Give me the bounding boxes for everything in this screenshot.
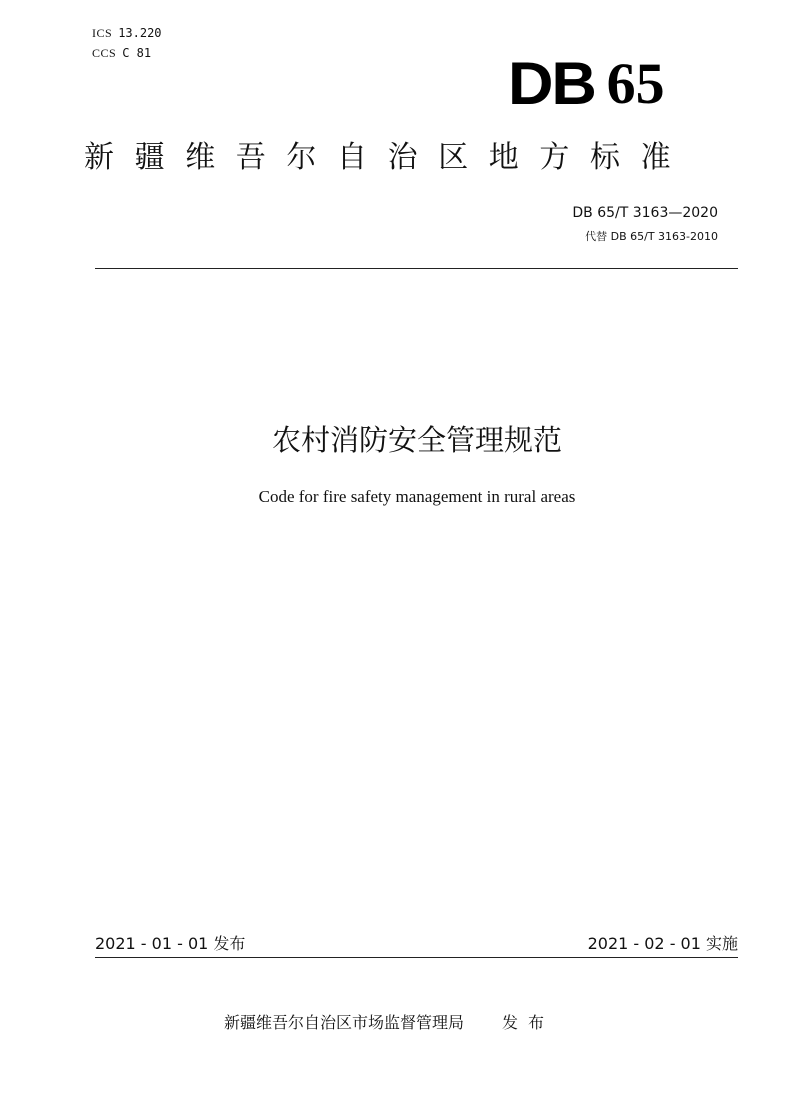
title-english: Code for fire safety management in rural areas bbox=[258, 487, 576, 506]
standard-type: 新疆维吾尔自治区地方标准 bbox=[84, 140, 692, 175]
footer-divider bbox=[95, 957, 738, 958]
title-chinese: 农村消防安全管理规范 bbox=[271, 423, 562, 457]
ics-label: ICS bbox=[92, 26, 113, 40]
standard-number: DB 65/T 3163—2020 bbox=[572, 205, 718, 221]
replaces-note: 代替 DB 65/T 3163-2010 bbox=[585, 230, 718, 243]
ics-code: 13.220 bbox=[118, 26, 162, 40]
issuer-line bbox=[224, 1012, 554, 1034]
issue-action: 发布 bbox=[502, 1013, 555, 1032]
header-divider bbox=[95, 268, 738, 269]
effective-date: 2021 - 02 - 01 实施 bbox=[587, 934, 738, 953]
ccs-label: CCS bbox=[92, 46, 117, 60]
ics-line bbox=[92, 26, 162, 40]
logo-number: 65 bbox=[606, 51, 665, 116]
release-date: 2021 - 01 - 01 发布 bbox=[95, 934, 246, 953]
db65-logo bbox=[508, 50, 665, 117]
issuer-name: 新疆维吾尔自治区市场监督管理局 bbox=[224, 1013, 465, 1032]
ccs-code: C 81 bbox=[122, 46, 152, 60]
logo-letters: DB bbox=[508, 50, 595, 117]
ccs-line bbox=[92, 46, 151, 60]
